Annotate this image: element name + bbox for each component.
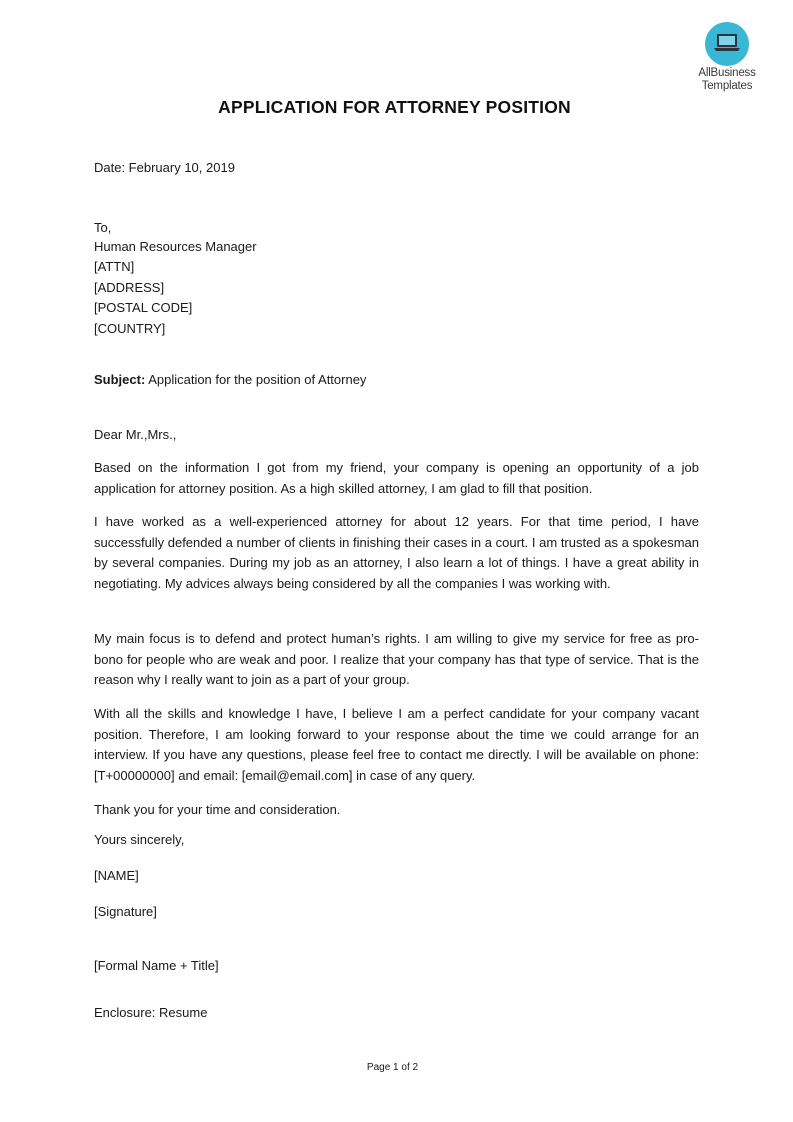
body-paragraph: My main focus is to defend and protect human’s rights. I am willing to give my service for free as pro-bono for people who are weak and poor. I realize that your company has that type of service. That is the reason why I really want to join as a part of your group. (94, 631, 699, 688)
company-logo (692, 22, 762, 92)
recipient-line: [ADDRESS] (94, 280, 165, 295)
thanks-line: Thank you for your time and consideration. (94, 802, 341, 817)
recipient-line: [ATTN] (94, 259, 135, 274)
subject-text: Application for the position of Attorney (145, 372, 367, 387)
subject-label: Subject: (94, 372, 146, 387)
signature-placeholder: [Signature] (94, 904, 157, 919)
body-paragraph: I have worked as a well-experienced attorney for about 12 years. For that time period, I have successfully defended a number of clients in finishing their cases in a court. I am trusted as a spokesman by several companies. During my job as an attorney, I also learn a lot of things. I have a great ability in negotiating. My advices always being considered by all the companies I was working with. (94, 514, 699, 591)
salutation: Dear Mr.,Mrs., (94, 427, 177, 442)
recipient-line: [POSTAL CODE] (94, 300, 193, 315)
enclosure-line: Enclosure: Resume (94, 1005, 208, 1020)
letter-date: Date: February 10, 2019 (94, 160, 235, 175)
recipient-to: To, (94, 220, 112, 235)
closing-line: Yours sincerely, (94, 832, 185, 847)
logo-badge (705, 22, 749, 66)
formal-name-title: [Formal Name + Title] (94, 958, 219, 973)
page-number: Page 1 of 2 (366, 1062, 419, 1073)
logo-text-line1: AllBusiness (698, 67, 756, 79)
document-title: APPLICATION FOR ATTORNEY POSITION (218, 97, 571, 117)
body-paragraph: Based on the information I got from my friend, your company is opening an opportunity of a job application for attorney position. As a high skilled attorney, I am glad to fill that position. (94, 460, 699, 496)
recipient-line: [COUNTRY] (94, 321, 166, 336)
subject-line (94, 370, 366, 390)
laptop-icon (714, 33, 740, 53)
sender-name: [NAME] (94, 868, 139, 883)
recipient-line: Human Resources Manager (94, 239, 257, 254)
logo-text-line2: Templates (701, 80, 753, 92)
body-paragraph: With all the skills and knowledge I have, I believe I am a perfect candidate for your company vacant position. Therefore, I am looking forward to your response about the time we could arrange for an interview. If you have any questions, please feel free to contact me directly. I will be available on phone: [T+00000000] and email: [email@email.com] in case of any query. (94, 706, 699, 783)
